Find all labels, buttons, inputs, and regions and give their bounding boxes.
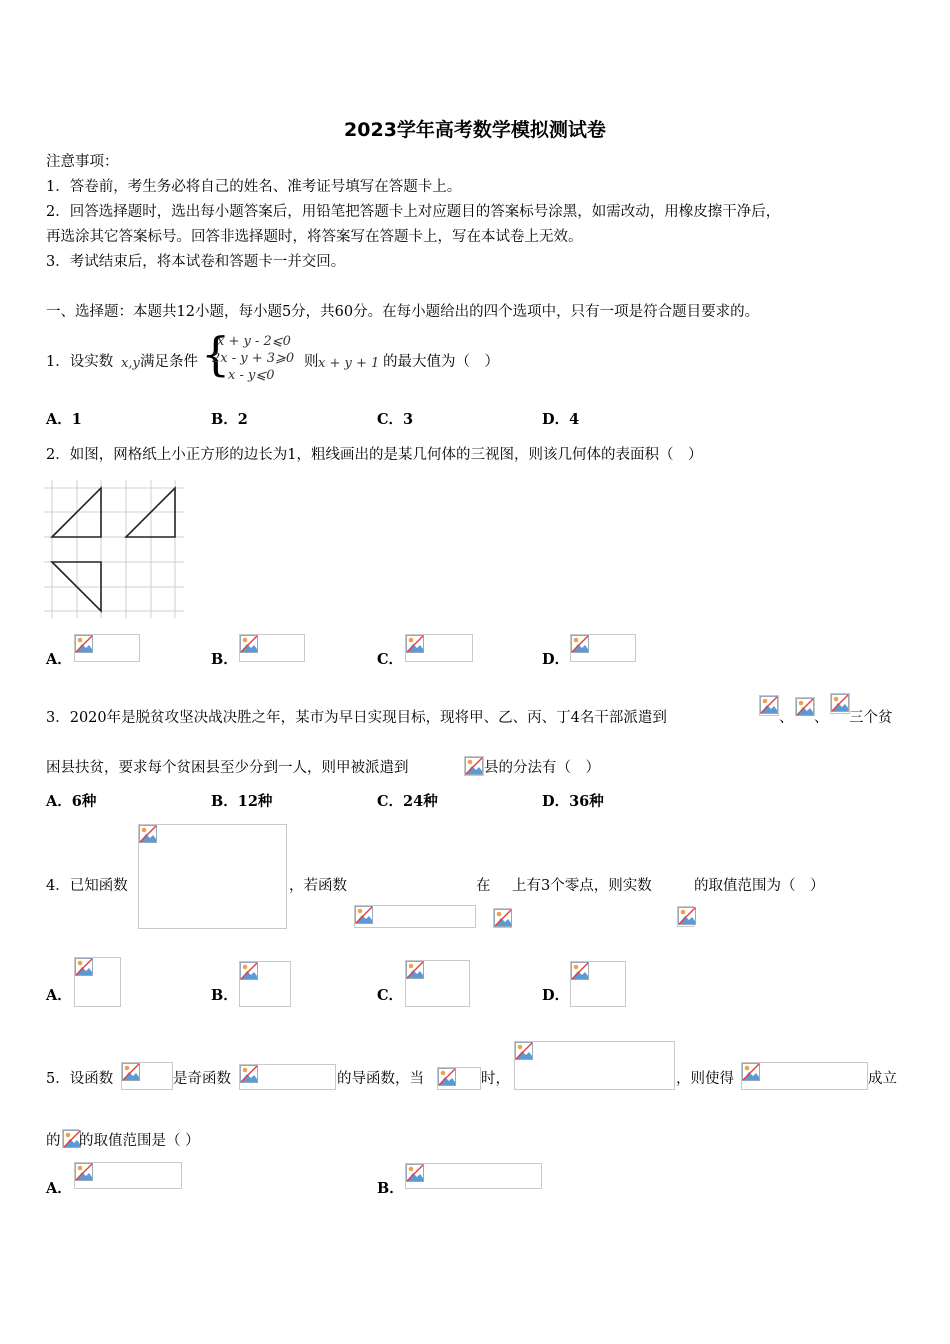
- page-title: 2023学年高考数学模拟测试卷: [344, 119, 606, 141]
- q1-constraint-1: x + y - 2⩽0: [217, 334, 291, 349]
- q3-county-ref-image: [464, 756, 484, 776]
- q1-condition-label: 满足条件: [140, 354, 198, 370]
- q4-option-d-image: [570, 961, 626, 1007]
- q3-line2-end: 县的分法有（ ）: [484, 760, 600, 776]
- notice-item-1: 1．答卷前，考生务必将自己的姓名、准考证号填写在答题卡上。: [46, 179, 462, 195]
- q1-prefix: 1．设实数: [46, 354, 114, 370]
- q1-suffix: 的最大值为（ ）: [383, 354, 499, 370]
- q5-option-a-image: [74, 1162, 182, 1189]
- q5-option-a-label: A．: [46, 1180, 72, 1197]
- q4-interval-image: [493, 908, 512, 928]
- q4-g-function-image: [354, 905, 476, 928]
- q1-constraint-2: 2x - y + 3⩾0: [212, 351, 295, 366]
- q5-condition-image: [437, 1067, 481, 1090]
- q4-option-d-label: D．: [542, 987, 570, 1004]
- q1-option-b: B．2: [211, 411, 248, 428]
- q5-option-b-label: B．: [377, 1180, 404, 1197]
- q4-option-c-label: C．: [377, 987, 404, 1004]
- q5-text-d: 时，: [481, 1071, 510, 1087]
- q4-text-c: 在: [476, 878, 491, 894]
- q3-county-b-image: [795, 697, 815, 716]
- section-heading: 一、选择题：本题共12小题，每小题5分，共60分。在每小题给出的四个选项中，只有一项是符合题目要求的。: [46, 304, 760, 320]
- q3-county-a-image: [759, 695, 779, 716]
- q1-option-a: A．1: [46, 411, 82, 428]
- q3-separator-1: 、: [779, 710, 794, 726]
- q1-option-c: C．3: [377, 411, 414, 428]
- notice-item-2: 2．回答选择题时，选出每小题答案后，用铅笔把答题卡上对应题目的答案标号涂黑，如需改动，用橡皮擦干净后，: [46, 204, 781, 220]
- q3-separator-2: 、: [814, 710, 829, 726]
- q4-option-b-label: B．: [211, 987, 238, 1004]
- q5-option-b-image: [405, 1163, 542, 1189]
- q2-option-d-image: [570, 634, 636, 662]
- q5-text-g: 的: [46, 1133, 61, 1149]
- q5-target-image: [741, 1062, 868, 1090]
- q5-text-a: 5．设函数: [46, 1071, 114, 1087]
- q1-option-d: D．4: [542, 411, 580, 428]
- q4-function-image: [138, 824, 287, 929]
- q5-text-b: 是奇函数: [173, 1071, 231, 1087]
- q5-text-h: 的取值范围是（ ）: [79, 1133, 200, 1149]
- q4-text-b: ，若函数: [289, 878, 347, 894]
- q3-option-d: D．36种: [542, 793, 604, 810]
- q5-text-f: 成立: [868, 1071, 897, 1087]
- q4-option-c-image: [405, 960, 470, 1007]
- notice-item-3: 3．考试结束后，将本试卷和答题卡一并交回。: [46, 254, 346, 270]
- notice-item-2-cont: 再选涂其它答案标号。回答非选择题时，将答案写在答题卡上，写在本试卷上无效。: [46, 229, 583, 245]
- q4-text-d: 上有3个零点，则实数: [512, 878, 652, 894]
- q2-option-d-label: D．: [542, 651, 570, 668]
- q3-option-b: B．12种: [211, 793, 273, 810]
- q4-option-a-label: A．: [46, 987, 72, 1004]
- q4-option-b-image: [239, 961, 291, 1007]
- q3-line1-text: 3．2020年是脱贫攻坚决战决胜之年，某市为早日实现目标，现将甲、乙、丙、丁4名干部派遣到: [46, 710, 667, 726]
- q2-text: 2．如图，网格纸上小正方形的边长为1，粗线画出的是某几何体的三视图，则该几何体的表面积（ ）: [46, 447, 703, 463]
- q5-text-e: ，则使得: [676, 1071, 734, 1087]
- q3-option-a: A．6种: [46, 793, 97, 810]
- q2-option-b-label: B．: [211, 651, 238, 668]
- q1-constraint-3: x - y⩽0: [228, 368, 275, 383]
- q3-line2-text: 困县扶贫，要求每个贫困县至少分到一人，则甲被派遣到: [46, 760, 409, 776]
- q2-option-c-label: C．: [377, 651, 404, 668]
- q4-param-image: [677, 906, 694, 927]
- notice-heading: 注意事项：: [46, 154, 119, 170]
- q4-text-e: 的取值范围为（ ）: [694, 878, 825, 894]
- three-view-diagram: [44, 480, 186, 620]
- q5-f-image: [121, 1062, 173, 1090]
- q2-option-a-label: A．: [46, 651, 72, 668]
- q3-county-c-image: [830, 693, 850, 714]
- q5-x-image: [62, 1129, 79, 1148]
- q5-g-image: [239, 1064, 336, 1090]
- q1-vars: x,y: [121, 356, 140, 371]
- q2-option-b-image: [239, 634, 305, 662]
- q3-line1-end: 三个贫: [849, 710, 893, 726]
- q2-option-a-image: [74, 634, 140, 662]
- q1-brace: {: [201, 327, 231, 381]
- q4-text-a: 4．已知函数: [46, 878, 128, 894]
- q4-option-a-image: [74, 957, 121, 1007]
- q1-expression: x + y + 1: [318, 356, 380, 371]
- q5-inequality-image: [514, 1041, 675, 1090]
- q2-option-c-image: [405, 634, 473, 662]
- q5-text-c: 的导函数，当: [337, 1071, 424, 1087]
- q3-option-c: C．24种: [377, 793, 438, 810]
- q1-then: 则: [304, 354, 319, 370]
